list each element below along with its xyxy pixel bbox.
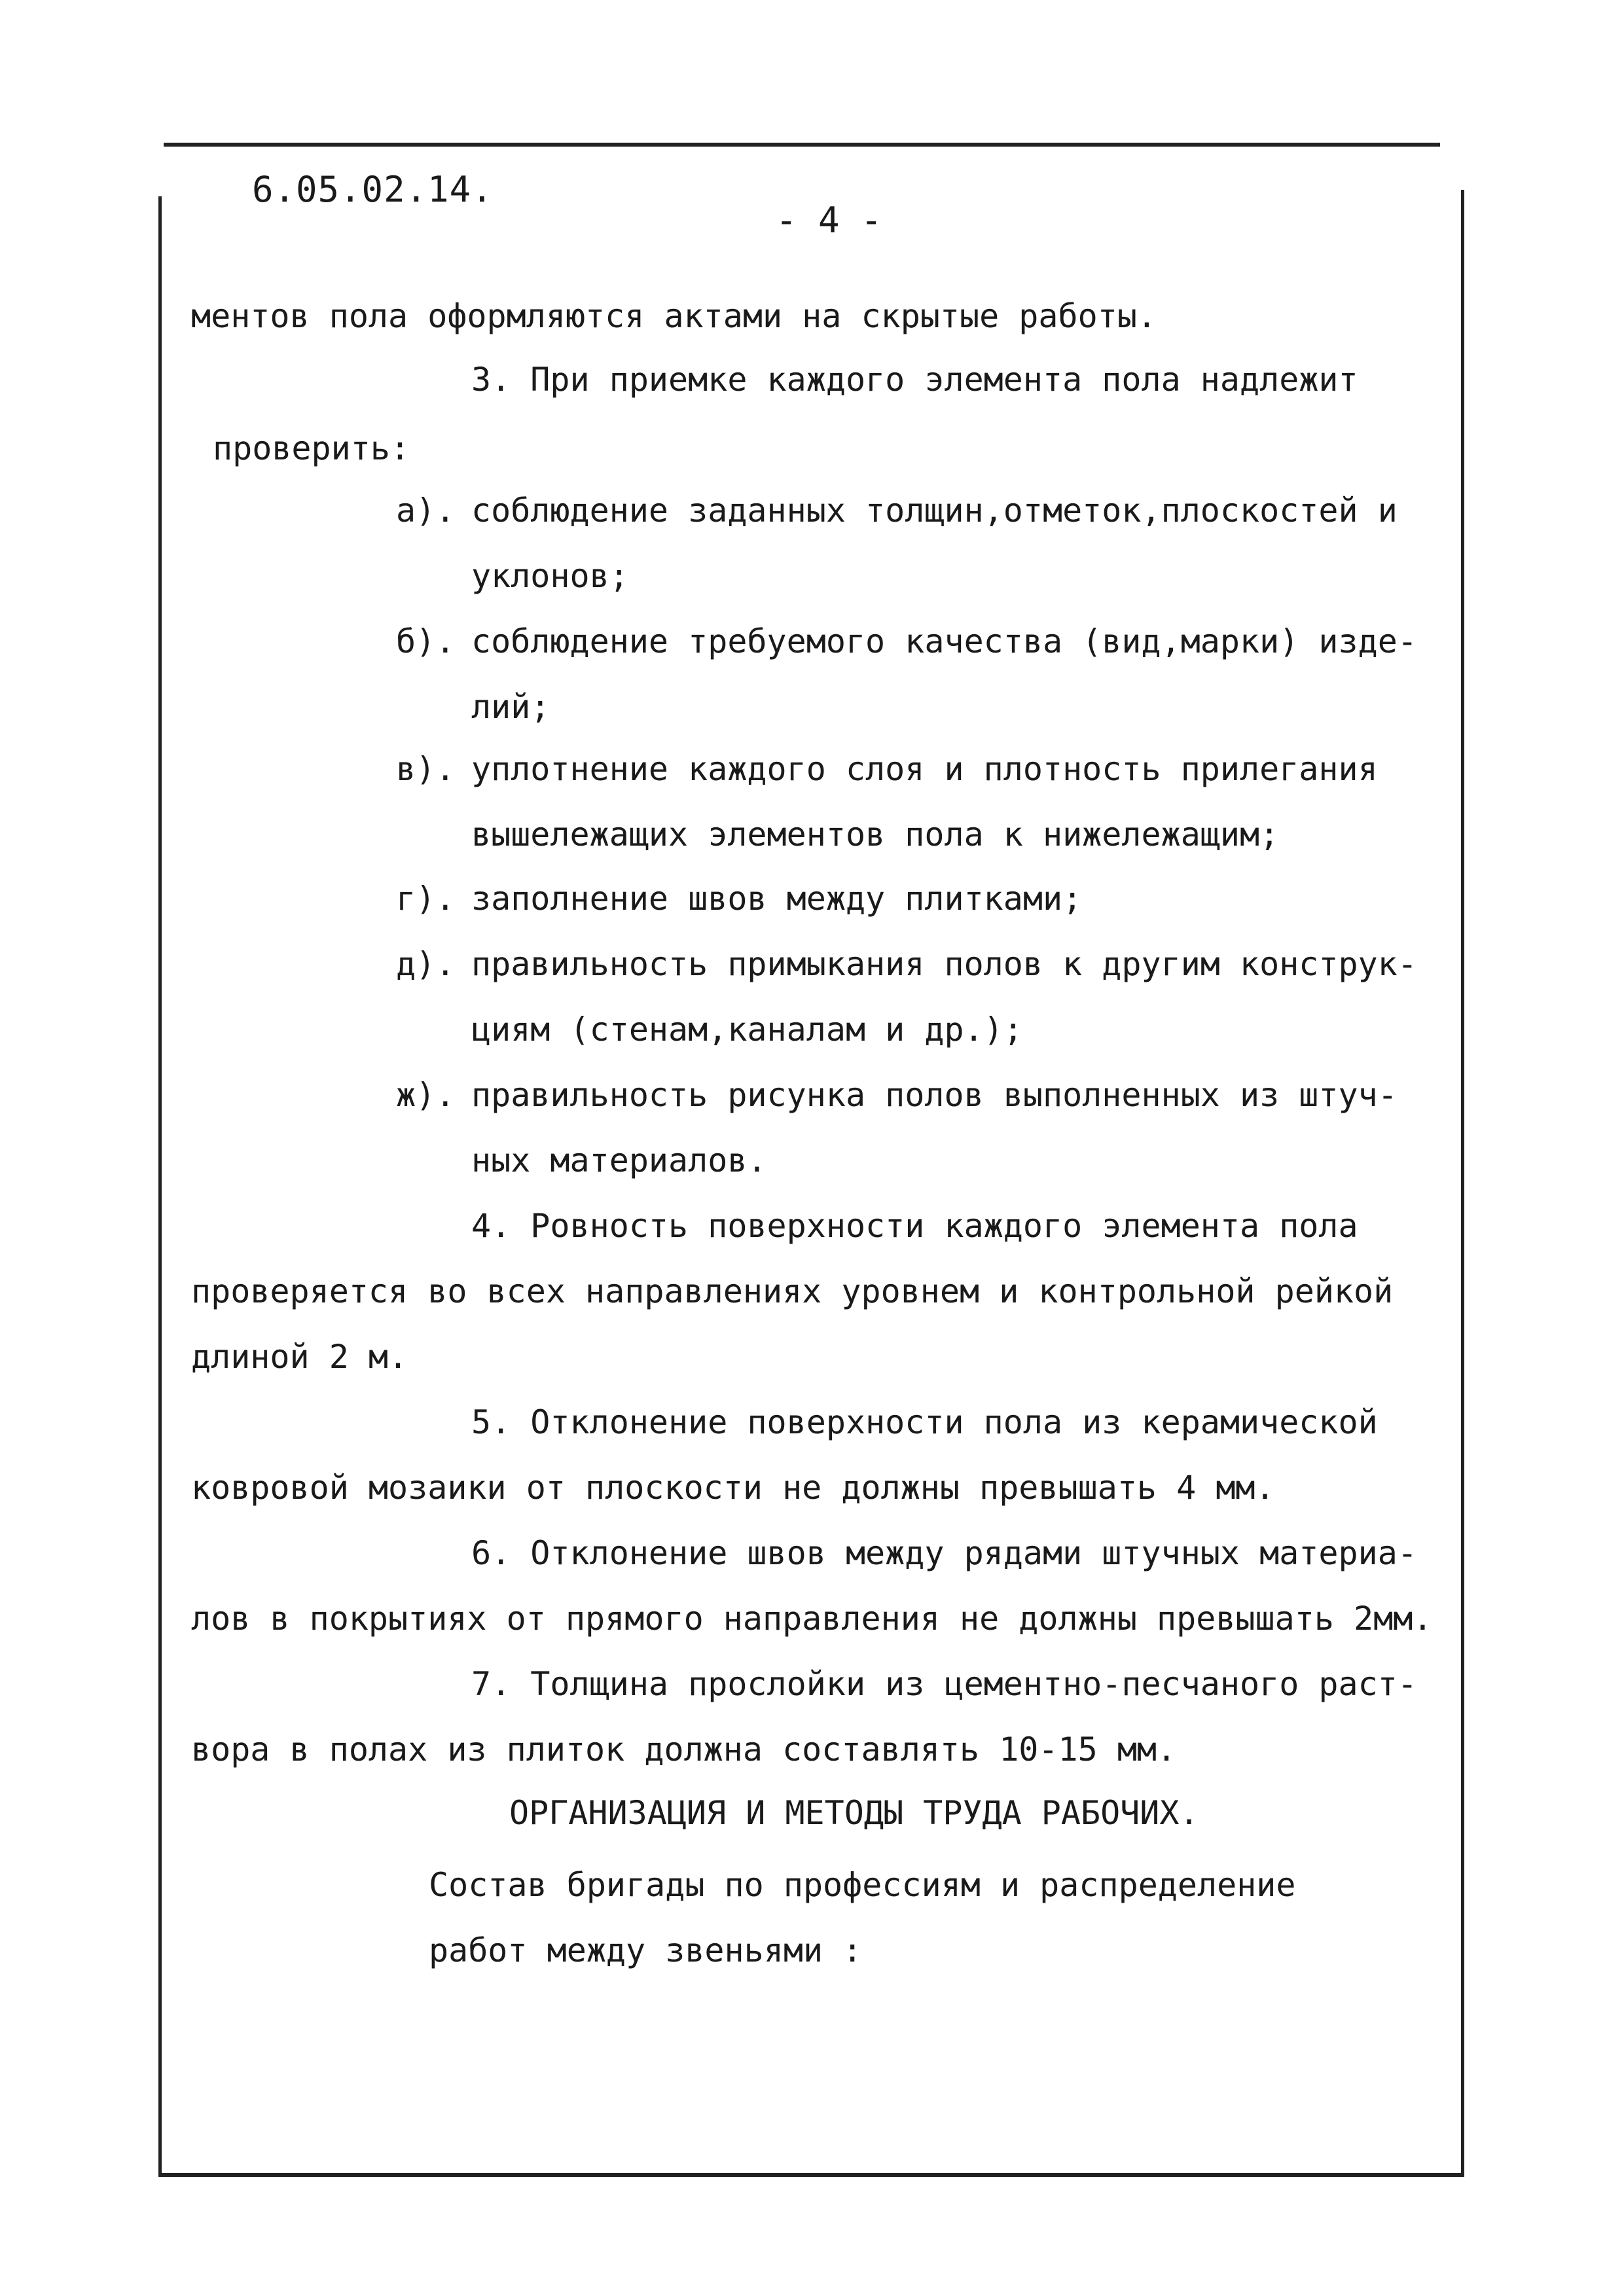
text-line: циям (стенам,каналам и др.); — [471, 1011, 1023, 1049]
text-line: уплотнение каждого слоя и плотность прилегания — [471, 750, 1378, 788]
list-marker: г). — [396, 880, 456, 918]
frame-left-border — [158, 196, 162, 2176]
text-line: правильность рисунка полов выполненных из штуч- — [471, 1076, 1398, 1114]
text-line: вышележащих элементов пола к нижележащим; — [471, 816, 1280, 853]
list-marker: ж). — [396, 1076, 456, 1114]
section-heading: ОРГАНИЗАЦИЯ И МЕТОДЫ ТРУДА РАБОЧИХ. — [509, 1794, 1199, 1832]
list-marker: в). — [396, 750, 456, 788]
list-marker: д). — [396, 945, 456, 983]
top-rule — [164, 143, 1440, 147]
frame-right-border — [1461, 190, 1464, 2176]
text-line: 5. Отклонение поверхности пола из керамической — [471, 1403, 1378, 1441]
text-line: правильность примыкания полов к другим конструк- — [471, 945, 1417, 983]
text-line: лий; — [471, 688, 550, 726]
text-line: ковровой мозаики от плоскости не должны превышать 4 мм. — [191, 1469, 1275, 1507]
text-line: проверяется во всех направлениях уровнем и контрольной рейкой — [191, 1272, 1394, 1310]
text-line: 6. Отклонение швов между рядами штучных материа- — [471, 1534, 1417, 1572]
text-line: 4. Ровность поверхности каждого элемента пола — [471, 1207, 1358, 1245]
text-line: соблюдение требуемого качества (вид,марки) изде- — [471, 622, 1417, 660]
text-line: Состав бригады по профессиям и распределение — [429, 1866, 1296, 1904]
text-line: длиной 2 м. — [191, 1338, 408, 1376]
page-number: - 4 - — [776, 200, 882, 241]
frame-bottom-border — [158, 2173, 1464, 2177]
text-line: уклонов; — [471, 557, 629, 595]
list-marker: б). — [396, 622, 456, 660]
document-code: 6.05.02.14. — [252, 169, 494, 210]
text-line: заполнение швов между плитками; — [471, 880, 1083, 918]
text-line: 3. При приемке каждого элемента пола надлежит — [471, 361, 1358, 399]
text-line: проверить: — [213, 429, 410, 467]
text-line: соблюдение заданных толщин,отметок,плоскостей и — [471, 492, 1398, 529]
list-marker: а). — [396, 492, 456, 529]
text-line: ментов пола оформляются актами на скрытые работы. — [191, 297, 1157, 335]
text-line: работ между звеньями : — [429, 1931, 863, 1969]
text-line: ных материалов. — [471, 1141, 767, 1179]
text-line: вора в полах из плиток должна составлять 10-15 мм. — [191, 1731, 1177, 1768]
text-line: лов в покрытиях от прямого направления не должны превышать 2мм. — [191, 1600, 1433, 1638]
text-line: 7. Толщина прослойки из цементно-песчаного раст- — [471, 1665, 1417, 1703]
